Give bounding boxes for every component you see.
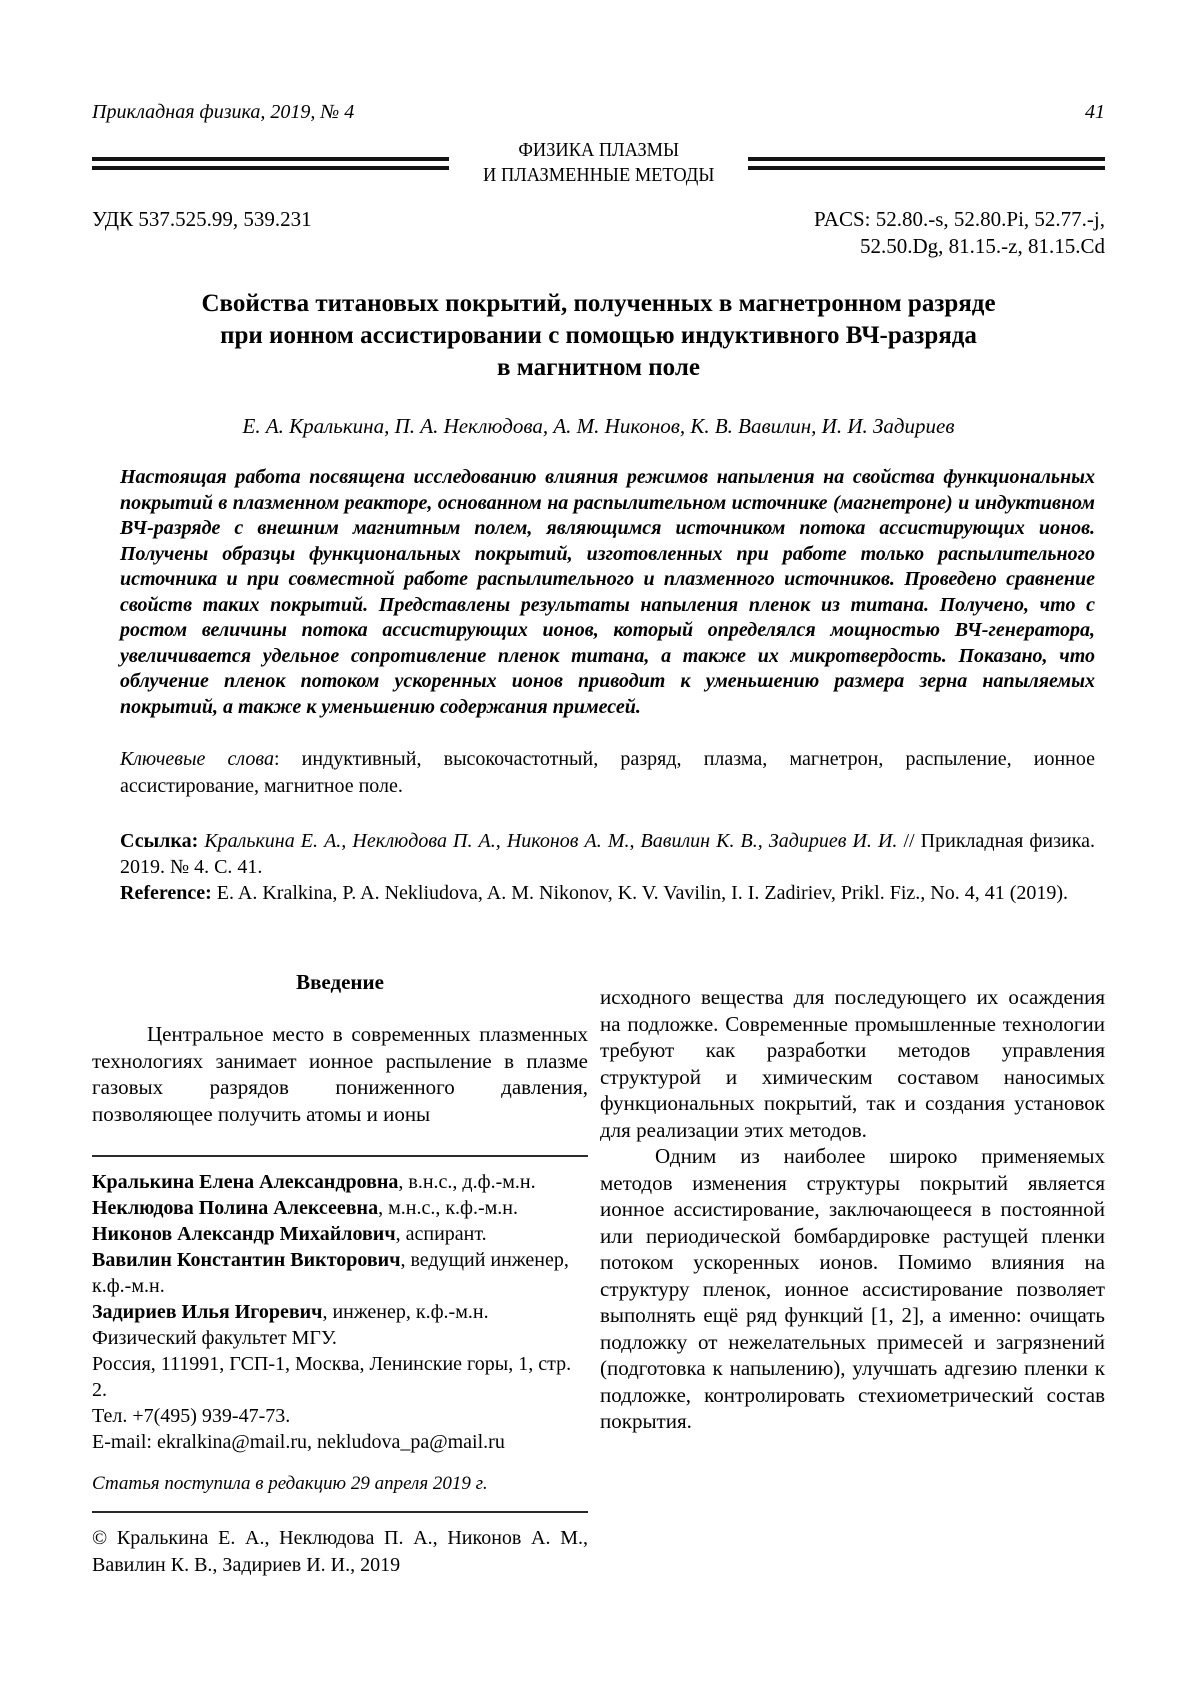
affiliation: Физический факультет МГУ. <box>92 1327 337 1349</box>
left-column <box>92 928 588 1579</box>
citation-label: Ссылка: <box>120 830 199 852</box>
copyright-line: © Кралькина Е. А., Неклюдова П. А., Никонов А. М., Вавилин К. В., Задириев И. И., 2019 <box>92 1527 588 1576</box>
author-list: Е. А. Кралькина, П. А. Неклюдова, А. М. Никонов, К. В. Вавилин, И. И. Задириев <box>242 414 955 438</box>
person-role: , инженер, к.ф.-м.н. <box>322 1301 489 1323</box>
keywords-text: : индуктивный, высокочастотный, разряд, плазма, магнетрон, распыление, ионное ассистирование, магнитное поле. <box>120 748 1095 797</box>
email-line: E-mail: ekralkina@mail.ru, nekludova_pa@mail.ru <box>92 1431 505 1453</box>
article-title-line3: в магнитном поле <box>497 354 700 381</box>
person-name: Неклюдова Полина Алексеевна <box>92 1197 379 1219</box>
page-number: 41 <box>1085 101 1105 123</box>
journal-name: Прикладная физика, 2019, № 4 <box>92 101 355 123</box>
author-footnote <box>92 1155 588 1579</box>
udk-code: УДК 537.525.99, 539.231 <box>92 207 312 231</box>
copyright-rule <box>92 1511 588 1579</box>
body-paragraph: Одним из наиболее широко применяемых методов изменения структуры покрытий является ионное ассистирование, заключающееся в постоянной или периодической бомбардировке растущей пленки потоком ускоренных ионов. Помимо влияния на структуру пленок, ионное ассистирование позволяет выполнять ещё ряд функций [1, 2], а именно: очищать подложку от нежелательных примесей и загрязнений (подготовка к напылению), улучшать адгезию пленки к подложке, контролировать стехиометрический состав покрытия. <box>600 1144 1105 1433</box>
person-role: , ведущий инженер, к.ф.-м.н. <box>92 1249 569 1297</box>
running-head <box>92 100 1105 124</box>
pacs-line2: 52.50.Dg, 81.15.-z, 81.15.Cd <box>860 234 1105 258</box>
footnote-person <box>92 1299 588 1325</box>
meta-row <box>92 206 1105 260</box>
citation-rest: // Прикладная физика. 2019. № 4. С. 41. <box>120 830 1095 878</box>
citation-block <box>120 828 1095 906</box>
right-column <box>600 928 1105 1579</box>
citation-authors: Кралькина Е. А., Неклюдова П. А., Никонов А. М., Вавилин К. В., Задириев И. И. <box>198 830 898 852</box>
article-title-line2: при ионном ассистировании с помощью индуктивного ВЧ-разряда <box>220 322 977 349</box>
person-name: Вавилин Константин Викторович <box>92 1249 401 1271</box>
footnote-person <box>92 1247 588 1299</box>
keywords-label: Ключевые слова <box>120 748 274 770</box>
pacs-codes <box>814 206 1105 260</box>
section-title <box>483 138 714 188</box>
body-paragraph: исходного вещества для последующего их осаждения на подложке. Современные промышленные технологии требуют как разработки методов управления структурой и химическим составом наносимых функциональных покрытий, так и создания установок для реализации этих методов. <box>600 985 1105 1142</box>
two-column-body <box>92 928 1105 1579</box>
reference-text: E. A. Kralkina, P. A. Nekliudova, A. M. Nikonov, K. V. Vavilin, I. I. Zadiriev, Prikl. Fiz., No. 4, 41 (2019). <box>211 882 1069 904</box>
person-role: , аспирант. <box>395 1223 487 1245</box>
postal-address: Россия, 111991, ГСП-1, Москва, Ленинские горы, 1, стр. 2. <box>92 1353 572 1401</box>
pacs-line1: PACS: 52.80.-s, 52.80.Pi, 52.77.-j, <box>814 207 1105 231</box>
article-title <box>92 288 1105 384</box>
intro-paragraph: Центральное место в современных плазменных технологиях занимает ионное распыление в плазме газовых разрядов пониженного давления, позволяющее получить атомы и ионы <box>92 1022 588 1126</box>
left-double-rule <box>92 157 449 170</box>
reference-label: Reference: <box>120 882 212 904</box>
section-title-line1: ФИЗИКА ПЛАЗМЫ <box>518 139 679 161</box>
introduction-heading: Введение <box>296 970 384 994</box>
received-date: Статья поступила в редакцию 29 апреля 2019 г. <box>92 1473 488 1494</box>
person-name: Кралькина Елена Александровна <box>92 1171 399 1193</box>
footnote-person <box>92 1195 588 1221</box>
person-name: Никонов Александр Михайлович <box>92 1223 396 1245</box>
person-role: , м.н.с., к.ф.-м.н. <box>378 1197 519 1219</box>
person-name: Задириев Илья Игоревич <box>92 1301 323 1323</box>
phone-number: Тел. +7(495) 939-47-73. <box>92 1405 291 1427</box>
section-band <box>92 138 1105 188</box>
abstract: Настоящая работа посвящена исследованию влияния режимов напыления на свойства функциональных покрытий в плазменном реакторе, основанном на распылительном источнике (магнетроне) и индуктивном ВЧ-разряде с внешним магнитным полем, являющимся источником потока ассистирующих ионов. Получены образцы функциональных покрытий, изготовленных при работе только распылительного источника и при совместной работе распылительного и плазменного источников. Проведено сравнение свойств таких покрытий. Представлены результаты напыления пленок из титана. Получено, что с ростом величины потока ассистирующих ионов, который определялся мощностью ВЧ-генератора, увеличивается удельное сопротивление пленок титана, а также их микротвердость. Показано, что облучение пленок потоком ускоренных ионов приводит к уменьшению размера зерна напыляемых покрытий, а также к уменьшению содержания примесей. <box>120 466 1095 718</box>
person-role: , в.н.с., д.ф.-м.н. <box>398 1171 536 1193</box>
section-title-line2: И ПЛАЗМЕННЫЕ МЕТОДЫ <box>482 164 715 186</box>
keywords <box>120 746 1095 800</box>
right-double-rule <box>748 157 1105 170</box>
footnote-person <box>92 1221 588 1247</box>
article-title-line1: Свойства титановых покрытий, полученных в магнетронном разряде <box>201 290 996 317</box>
footnote-person <box>92 1169 588 1195</box>
